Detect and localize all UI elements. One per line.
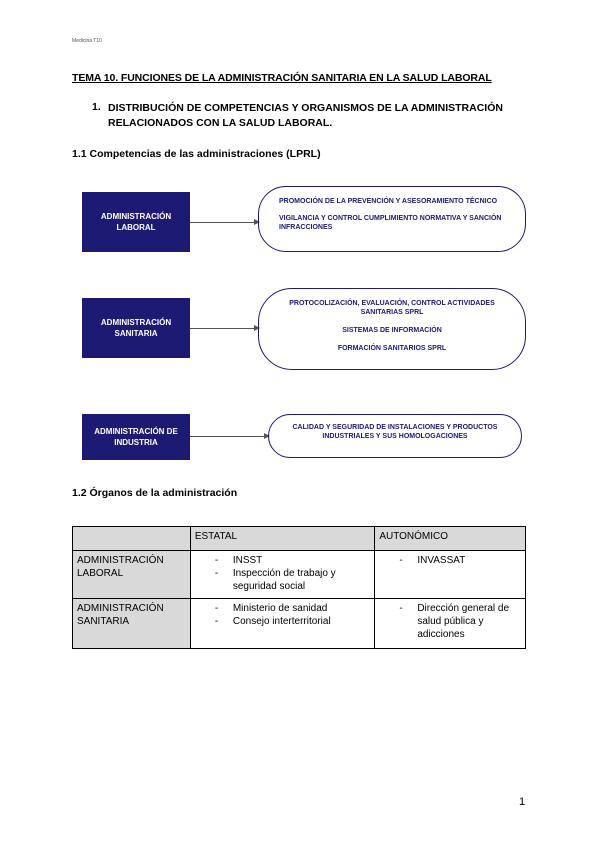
laboral-competencias-pill [258, 186, 526, 252]
table-header-empty [73, 527, 191, 551]
list-item: - Dirección general de salud pública y adicciones [399, 602, 521, 641]
sanitaria-competencias-pill [258, 288, 526, 370]
cell-laboral-estatal [190, 551, 374, 599]
page-number: 1 [519, 796, 526, 808]
admin-industria-box [82, 414, 190, 460]
sanitaria-item-1: PROTOCOLIZACIÓN, EVALUACIÓN, CONTROL ACTIVIDADES SANITARIAS SPRL [289, 300, 495, 316]
cell-laboral-autonomico [375, 551, 526, 599]
admin-laboral-label: ADMINISTRACIÓN LABORAL [100, 212, 172, 232]
list-item: - Consejo interterritorial [215, 615, 370, 628]
arrow-laboral-line [190, 222, 254, 223]
arrow-sanitaria-line [190, 328, 254, 329]
table-row [73, 599, 526, 649]
industria-competencias-pill [268, 414, 522, 458]
section-number: 1. [92, 101, 101, 113]
sanitaria-item-2: SISTEMAS DE INFORMACIÓN [342, 327, 442, 334]
arrow-industria-line [190, 436, 264, 437]
laboral-item-2: VIGILANCIA Y CONTROL CUMPLIMIENTO NORMATIVA Y SANCIÓN INFRACCIONES [279, 215, 502, 231]
section-heading: DISTRIBUCIÓN DE COMPETENCIAS Y ORGANISMOS DE LA ADMINISTRACIÓN RELACIONADOS CON LA SALUD LABORAL. [108, 102, 503, 129]
subsection-heading-competencias: 1.1 Competencias de las administraciones (LPRL) [72, 148, 321, 160]
list-item: - INSST [215, 554, 370, 567]
cell-sanitaria-autonomico [375, 599, 526, 649]
admin-laboral-box [82, 192, 190, 252]
row-label-laboral: ADMINISTRACIÓN LABORAL [73, 551, 191, 599]
organos-table [72, 526, 526, 649]
list-item: - Ministerio de sanidad [215, 602, 370, 615]
laboral-item-1: PROMOCIÓN DE LA PREVENCIÓN Y ASESORAMIENTO TÉCNICO [279, 198, 498, 205]
table-header-estatal: ESTATAL [190, 527, 374, 551]
admin-industria-label: ADMINISTRACIÓN DE INDUSTRIA [94, 427, 178, 447]
list-item: - INVASSAT [399, 554, 521, 567]
table-row [73, 551, 526, 599]
industria-item-1: CALIDAD Y SEGURIDAD DE INSTALACIONES Y PRODUCTOS INDUSTRIALES Y SUS HOMOLOGACIONES [292, 424, 498, 440]
admin-sanitaria-label: ADMINISTRACIÓN SANITARIA [100, 318, 172, 338]
admin-sanitaria-box [82, 298, 190, 358]
list-item: - Inspección de trabajo y seguridad social [215, 567, 370, 593]
row-label-sanitaria: ADMINISTRACIÓN SANITARIA [73, 599, 191, 649]
sanitaria-item-3: FORMACIÓN SANITARIOS SPRL [337, 345, 447, 352]
table-header-row [73, 527, 526, 551]
subsection-heading-organos: 1.2 Órganos de la administración [72, 487, 238, 499]
cell-sanitaria-estatal [190, 599, 374, 649]
header-note: Medicina T10 [72, 38, 102, 44]
document-title: TEMA 10. FUNCIONES DE LA ADMINISTRACIÓN SANITARIA EN LA SALUD LABORAL [72, 72, 492, 84]
table-header-autonomico: AUTONÓMICO [375, 527, 526, 551]
